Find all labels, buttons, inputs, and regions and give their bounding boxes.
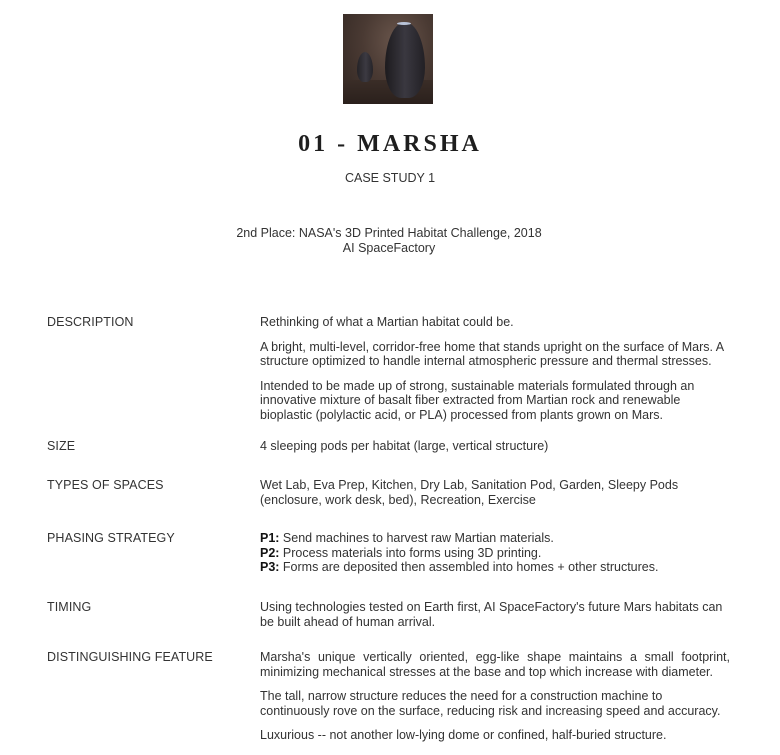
description-paragraph: Intended to be made up of strong, sustainable materials formulated through an innovative mixture of basalt fiber extracted from Martian rock and renewable bioplastic (polylactic acid, or PLA) processed from plants grown on Mars. <box>260 378 695 422</box>
row-label-description: DESCRIPTION <box>47 315 134 329</box>
description-paragraph: A bright, multi-level, corridor-free home that stands upright on the surface of Mars. A structure optimized to handle internal atmospheric pressure and thermal stresses. <box>260 339 724 369</box>
row-value-description <box>260 315 730 423</box>
description-paragraph: Rethinking of what a Martian habitat could be. <box>260 315 514 329</box>
feature-paragraph: Marsha's unique vertically oriented, egg-like shape maintains a small footprint, minimizing mechanical stresses at the base and top which increase with diameter. <box>260 650 730 679</box>
habitat-pod-small <box>357 52 373 82</box>
row-value-timing <box>260 600 730 629</box>
phase-item <box>260 546 730 561</box>
award-info <box>0 226 778 256</box>
row-value-size <box>260 439 730 454</box>
phase-key: P3: <box>260 560 280 575</box>
feature-paragraph: The tall, narrow structure reduces the need for a construction machine to continuously rove on the surface, reducing risk and increasing speed and accuracy. <box>260 689 721 718</box>
phase-item <box>260 560 730 575</box>
feature-paragraph: Luxurious -- not another low-lying dome or confined, half-buried structure. <box>260 728 667 743</box>
timing-text: Using technologies tested on Earth first, AI SpaceFactory's future Mars habitats can be built ahead of human arrival. <box>260 600 723 629</box>
habitat-pod-large <box>385 22 425 98</box>
phase-key: P2: <box>260 545 280 560</box>
hero-image <box>343 14 433 104</box>
phase-item <box>260 531 730 546</box>
phase-key: P1: <box>260 531 280 545</box>
phase-text: Forms are deposited then assembled into homes + other structures. <box>279 560 659 575</box>
phase-text: Process materials into forms using 3D printing. <box>279 545 542 560</box>
row-label-types-of-spaces: TYPES OF SPACES <box>47 478 164 492</box>
row-value-types-of-spaces <box>260 478 730 507</box>
types-of-spaces-text: Wet Lab, Eva Prep, Kitchen, Dry Lab, Sanitation Pod, Garden, Sleepy Pods (enclosure, work desk, bed), Recreation, Exercise <box>260 478 679 507</box>
size-text: 4 sleeping pods per habitat (large, vertical structure) <box>260 439 549 453</box>
row-label-timing: TIMING <box>47 600 92 614</box>
award-line: 2nd Place: NASA's 3D Printed Habitat Challenge, 2018 <box>236 226 542 240</box>
row-label-size: SIZE <box>47 439 76 453</box>
page-title: 01 - MARSHA <box>298 131 482 157</box>
row-value-phasing-strategy <box>260 531 730 575</box>
row-label-distinguishing-feature: DISTINGUISHING FEATURE <box>47 650 213 664</box>
award-organization: AI SpaceFactory <box>342 241 436 255</box>
page-subtitle: CASE STUDY 1 <box>344 171 436 185</box>
row-label-phasing-strategy: PHASING STRATEGY <box>47 531 175 545</box>
phase-text: Send machines to harvest raw Martian materials. <box>279 531 554 545</box>
row-value-distinguishing-feature <box>260 650 730 743</box>
